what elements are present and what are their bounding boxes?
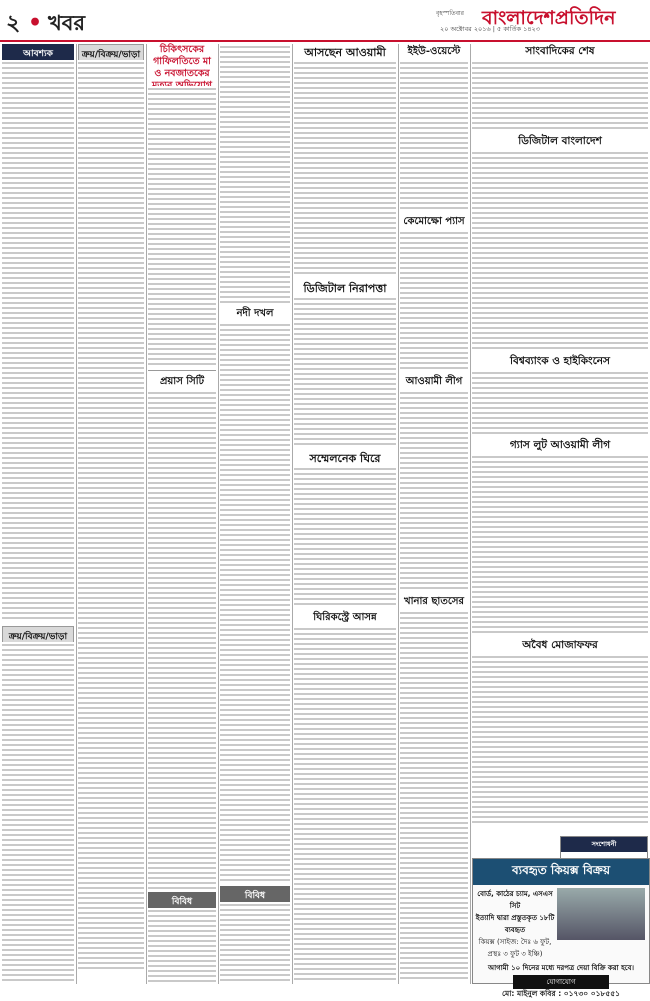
headline-iodine: বিশ্বব্যাংক ও হাইকিংনেস [510, 355, 610, 367]
column-rule [76, 44, 77, 984]
classified-header-2: ক্রয়/বিক্রয়/ভাড়া [2, 626, 74, 647]
headline-mirpur: অবৈধ মোজাফফর [522, 639, 598, 651]
news-column-4 [220, 44, 290, 984]
article-body [294, 60, 396, 276]
column-rule [146, 44, 147, 984]
article-body [400, 60, 468, 210]
ad-line-2: ইত্যাদি দ্বারা প্রস্তুতকৃত ১৮টি ব্যবহৃত [475, 914, 555, 934]
classified-text-block-2 [2, 642, 74, 982]
column-rule [218, 44, 219, 984]
headline-election: আসছেন আওয়ামী [304, 46, 386, 59]
classified-text-block [78, 60, 144, 970]
headline-digital-security: ডিজিটাল নিরাপত্তা [303, 282, 387, 295]
column-rule [292, 44, 293, 984]
article-body [220, 44, 290, 304]
headline-digital-bd: ডিজিটাল বাংলাদেশ [518, 135, 602, 147]
column-rule [398, 44, 399, 984]
notice-title: সংশোধনী [561, 837, 647, 852]
misc-header: বিবিধ [148, 892, 216, 911]
date-line: ২০ অক্টোবর ২০১৬ | ৫ কার্তিক ১৪২৩ [440, 25, 541, 33]
headline-bell: ঘিরিকস্ট্রে আসন্ন [313, 612, 377, 623]
article-body [472, 60, 648, 130]
article-body [400, 390, 468, 590]
headline-gas: গ্যাস লুট আওয়ামী লীগ [509, 439, 611, 451]
headline-ctg: সম্মেলনেক ঘিরে [309, 452, 381, 465]
misc-text [220, 902, 290, 982]
newspaper-logo: বাংলাদেশপ্রতিদিন [482, 7, 616, 29]
article-body [472, 654, 648, 824]
edition-day: বৃহস্পতিবার [436, 10, 464, 17]
news-column-6 [400, 44, 468, 984]
article-body [294, 466, 396, 606]
headline-awami: আওয়ামী লীগ [405, 376, 463, 387]
ad-title: ব্যবহৃত কিয়ক্স বিক্রয় [473, 859, 649, 885]
headline-eu: ইইউ-ওয়েস্টে [407, 46, 461, 57]
news-column-3 [148, 44, 216, 984]
article-body [148, 86, 216, 366]
classified-text-block [2, 60, 74, 620]
classified-column-2 [78, 44, 144, 984]
ad-spacer [472, 836, 558, 858]
article-body [294, 296, 396, 446]
article-body [472, 150, 648, 350]
ad-deadline: আগামী ১০ দিনের মধ্যে দরপত্র দেয়া বিক্রি করা হবে। [488, 964, 634, 972]
misc-text [148, 908, 216, 984]
divider [148, 370, 216, 371]
article-body [220, 322, 290, 882]
ad-line-1: বোর্ড, কাঠের চ্যাম, এসএস সিট [477, 890, 553, 910]
headline-port: প্রয়াস সিটি [159, 376, 205, 387]
headline-press: সাংবাদিকের শেষ [525, 45, 595, 57]
kiosk-photo [557, 888, 645, 940]
headline-khana: খানার ছাতসের [404, 596, 464, 607]
ad-contact-label: যোগাযোগ [513, 975, 609, 989]
headline-lecture: কেমোক্ষো প্যাস [403, 216, 465, 227]
article-body [294, 626, 396, 982]
ad-phone: মো: মাইনুল কবির : ০১৭৩০ ০১৮৫৫১ [501, 989, 621, 998]
misc-header: বিবিধ [220, 886, 290, 905]
article-body [400, 230, 468, 370]
news-column-5 [294, 44, 396, 984]
headline-health: চিকিৎসকের গাফিলতিতে মা ও নবজাতকের [153, 44, 211, 79]
classified-column-1 [2, 44, 74, 984]
ad-line-3: কিয়ক্স (সাইজ: দৈঃ ৬ ফুট, প্রস্থঃ ৩ ফুট ৩ ইঞ্চি) [478, 938, 552, 958]
section-title: খবর [48, 10, 86, 35]
column-rule [470, 44, 471, 984]
article-body [472, 454, 648, 634]
headline-river: নদী দখল [236, 308, 274, 319]
page-number: ২ • [6, 10, 43, 36]
page-header [0, 0, 650, 42]
kiosk-advertisement [472, 858, 650, 998]
classified-header: ক্রয়/বিক্রয়/ভাড়া [78, 44, 144, 65]
classified-header: আবশ্যক [2, 44, 74, 63]
article-body [472, 370, 648, 434]
article-body [400, 610, 468, 982]
article-body [148, 390, 216, 890]
